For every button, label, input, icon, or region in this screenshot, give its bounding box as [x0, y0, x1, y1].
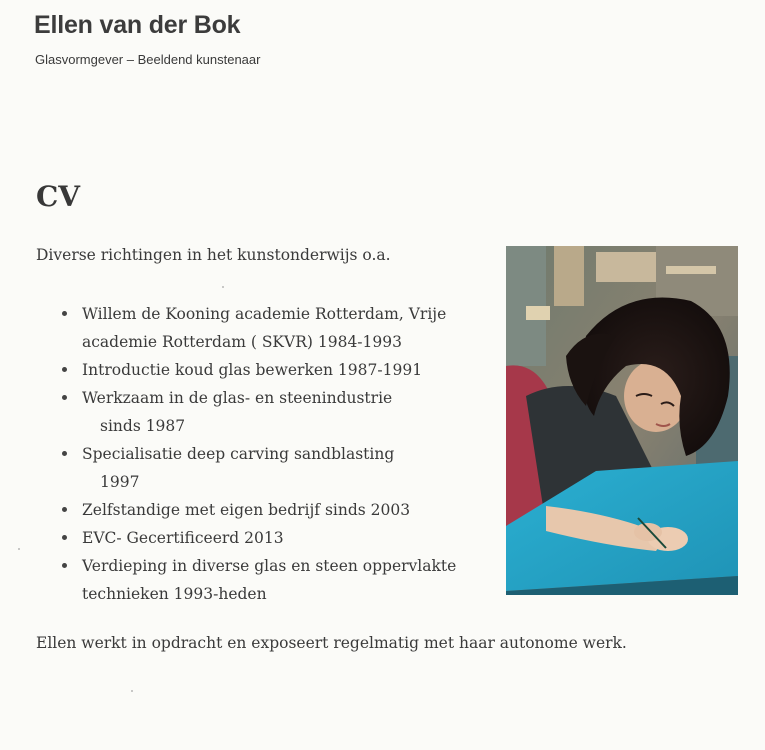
site-tagline: Glasvormgever – Beeldend kunstenaar: [35, 52, 261, 67]
outro-text: Ellen werkt in opdracht en exposeert regelmatig met haar autonome werk.: [36, 634, 627, 652]
scan-speck: [131, 690, 133, 692]
cv-item-line: EVC- Gecertificeerd 2013: [82, 529, 284, 547]
cv-item-line: Verdieping in diverse glas en steen oppervlakte: [82, 557, 457, 575]
cv-item-line: academie Rotterdam ( SKVR) 1984-1993: [82, 333, 402, 351]
page-title: CV: [36, 180, 81, 213]
cv-item: [36, 384, 486, 440]
cv-item-line: technieken 1993-heden: [82, 585, 267, 603]
intro-text: Diverse richtingen in het kunstonderwijs o.a.: [36, 246, 391, 264]
cv-list: [36, 300, 486, 608]
cv-item: [36, 496, 486, 524]
cv-item-line: sinds 1987: [100, 417, 186, 435]
cv-item-line: Specialisatie deep carving sandblasting: [82, 445, 395, 463]
scan-speck: [222, 286, 224, 288]
cv-item-line: Zelfstandige met eigen bedrijf sinds 2003: [82, 501, 411, 519]
cv-item: [36, 524, 486, 552]
cv-item-line: Willem de Kooning academie Rotterdam, Vrije: [82, 305, 447, 323]
cv-item-line: Introductie koud glas bewerken 1987-1991: [82, 361, 423, 379]
site-title[interactable]: Ellen van der Bok: [34, 11, 241, 39]
artist-photo: [506, 246, 738, 595]
cv-item-line: Werkzaam in de glas- en steenindustrie: [82, 389, 393, 407]
scan-speck: [18, 548, 20, 550]
cv-item: [36, 552, 486, 608]
cv-item-line: 1997: [100, 473, 140, 491]
cv-item: [36, 300, 486, 356]
cv-item: [36, 356, 486, 384]
cv-item: [36, 440, 486, 496]
